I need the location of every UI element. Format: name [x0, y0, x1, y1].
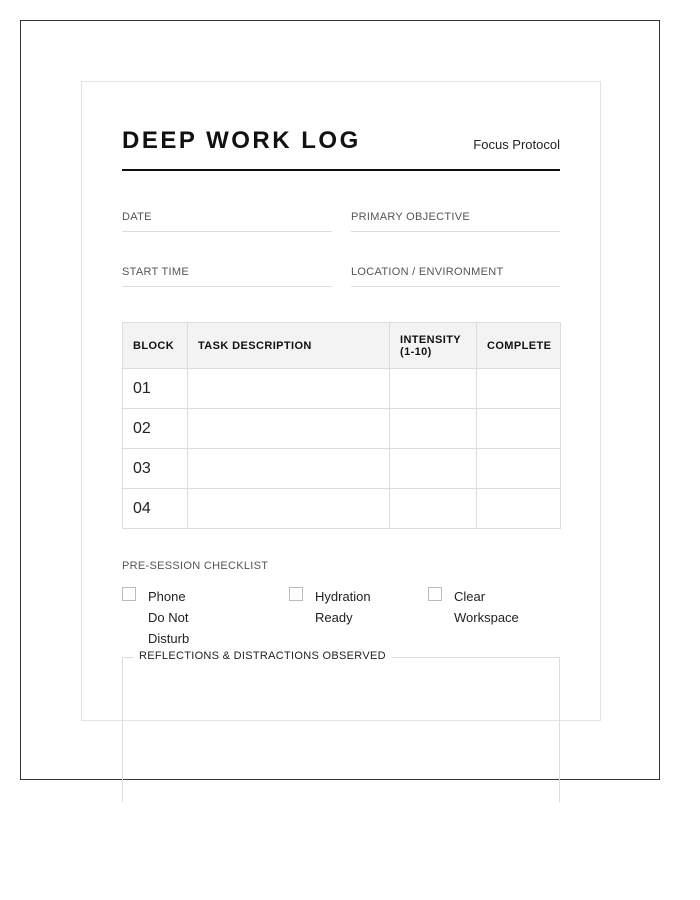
checklist-item-label: Hydration Ready [315, 589, 371, 625]
task-cell[interactable] [188, 409, 390, 449]
column-header-task: TASK DESCRIPTION [188, 323, 390, 369]
column-header-complete: COMPLETE [477, 323, 561, 369]
location-label: LOCATION / ENVIRONMENT [351, 266, 504, 278]
table-row [123, 489, 561, 529]
page-subtitle: Focus Protocol [473, 137, 560, 152]
checkbox[interactable] [122, 587, 136, 601]
title-divider [122, 169, 560, 171]
reflections-box[interactable] [122, 650, 560, 802]
primary-objective-label: PRIMARY OBJECTIVE [351, 211, 470, 223]
work-blocks-table [122, 322, 561, 529]
complete-cell[interactable] [477, 369, 561, 409]
start-time-label: START TIME [122, 266, 189, 278]
start-time-field[interactable] [122, 266, 332, 287]
primary-objective-field[interactable] [351, 211, 560, 232]
task-cell[interactable] [188, 449, 390, 489]
checkbox[interactable] [428, 587, 442, 601]
intensity-cell[interactable] [390, 369, 477, 409]
complete-cell[interactable] [477, 409, 561, 449]
page-title: DEEP WORK LOG [122, 127, 361, 154]
task-cell[interactable] [188, 489, 390, 529]
complete-cell[interactable] [477, 489, 561, 529]
intensity-cell[interactable] [390, 449, 477, 489]
checklist-item-label: Phone Do Not Disturb [148, 589, 190, 646]
date-label: DATE [122, 211, 152, 223]
location-field[interactable] [351, 266, 560, 287]
checkbox[interactable] [289, 587, 303, 601]
intensity-cell[interactable] [390, 409, 477, 449]
block-number: 03 [123, 449, 188, 489]
table-row [123, 409, 561, 449]
task-cell[interactable] [188, 369, 390, 409]
column-header-block: BLOCK [123, 323, 188, 369]
table-header-row [123, 323, 561, 369]
checklist-label: PRE-SESSION CHECKLIST [122, 560, 269, 572]
table-row [123, 369, 561, 409]
complete-cell[interactable] [477, 449, 561, 489]
block-number: 02 [123, 409, 188, 449]
reflections-label: REFLECTIONS & DISTRACTIONS OBSERVED [134, 650, 391, 662]
date-field[interactable] [122, 211, 332, 232]
checklist-item-label: Clear Workspace [454, 589, 519, 625]
intensity-cell[interactable] [390, 489, 477, 529]
table-row [123, 449, 561, 489]
column-header-intensity: INTENSITY (1-10) [390, 323, 477, 369]
block-number: 04 [123, 489, 188, 529]
block-number: 01 [123, 369, 188, 409]
